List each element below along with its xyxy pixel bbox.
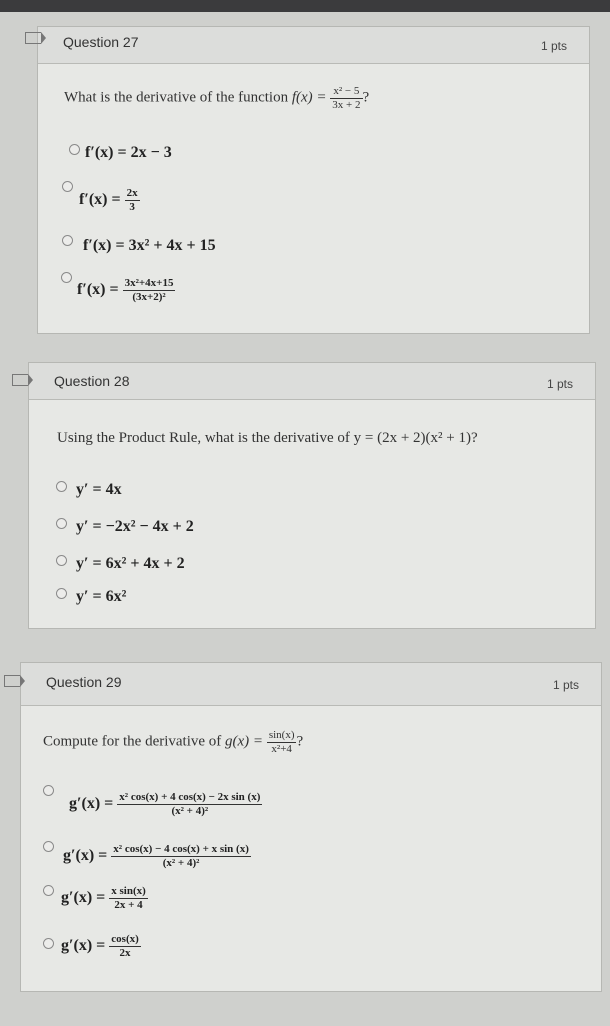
question-title: Question 28 [54, 373, 130, 389]
answer-option-label[interactable]: f′(x) = 2x − 3 [85, 144, 172, 161]
answer-radio[interactable] [61, 272, 72, 283]
question-header [38, 27, 589, 64]
answer-option-label[interactable]: g′(x) = $\frac{\cos(x)}{2x}$ [61, 933, 139, 959]
answer-option-label[interactable]: f′(x) = 3x² + 4x + 15 [83, 237, 216, 254]
flag-question-icon[interactable] [4, 675, 20, 687]
answer-radio[interactable] [56, 518, 67, 529]
answer-radio[interactable] [43, 841, 54, 852]
answer-radio[interactable] [56, 555, 67, 566]
flag-question-icon[interactable] [12, 374, 28, 386]
answer-option-label[interactable]: y′ = 4x [76, 481, 122, 498]
prompt-fraction: $\frac{\sin(x)}{\text{x²+4}}$ [268, 729, 295, 755]
question-points: 1 pts [540, 39, 567, 53]
answer-radio[interactable] [43, 938, 54, 949]
question-prompt: Using the Product Rule, what is the derivative of y = (2x + 2)(x² + 1)? [57, 430, 478, 446]
answer-option-label[interactable]: y′ = 6x² [76, 588, 127, 605]
answer-option-label[interactable]: g′(x) = $\frac{\text{x² cos(x) + 4 cos(x) − 2x sin (x)}}{\text{(x² + 4)²}}$ [69, 791, 261, 817]
answer-option-label[interactable]: f′(x) = $\frac{\text{3x²+4x+15}}{\text{(3x+2)²}}$ [77, 277, 174, 303]
answer-option-label[interactable]: g′(x) = $\frac{\text{x² cos(x) − 4 cos(x) + x sin (x)}}{\text{(x² + 4)²}}$ [63, 843, 249, 869]
question-points: 1 pts [552, 678, 579, 692]
answer-radio[interactable] [43, 885, 54, 896]
prompt-fraction: $\frac{\text{x² − 5}}{3x + 2}$ [332, 85, 361, 111]
answer-radio[interactable] [69, 144, 80, 155]
question-prompt: Compute for the derivative of g(x) = $\frac{\sin(x)}{\text{x²+4}}$ ? [43, 729, 304, 755]
question-title: Question 27 [63, 34, 139, 50]
answer-option-label[interactable]: y′ = −2x² − 4x + 2 [76, 518, 194, 535]
question-prompt: What is the derivative of the function f(x) = $\frac{\text{x² − 5}}{3x + 2}$ ? [64, 85, 370, 111]
answer-option-label[interactable]: f′(x) = $\frac{2x}{3}$ [79, 187, 138, 213]
window-top-bar [0, 0, 610, 12]
question-card-28 [28, 362, 596, 629]
question-card-29 [20, 662, 602, 992]
answer-radio[interactable] [56, 481, 67, 492]
answer-radio[interactable] [62, 181, 73, 192]
flag-question-icon[interactable] [25, 32, 41, 44]
answer-radio[interactable] [43, 785, 54, 796]
answer-option-label[interactable]: g′(x) = $\frac{\text{x sin(x)}}{2x + 4}$ [61, 885, 146, 911]
answer-option-label[interactable]: y′ = 6x² + 4x + 2 [76, 555, 185, 572]
answer-radio[interactable] [56, 588, 67, 599]
question-header [21, 663, 601, 706]
question-card-27 [37, 26, 590, 334]
question-title: Question 29 [46, 674, 122, 690]
question-header [29, 363, 595, 400]
answer-radio[interactable] [62, 235, 73, 246]
question-points: 1 pts [546, 377, 573, 391]
